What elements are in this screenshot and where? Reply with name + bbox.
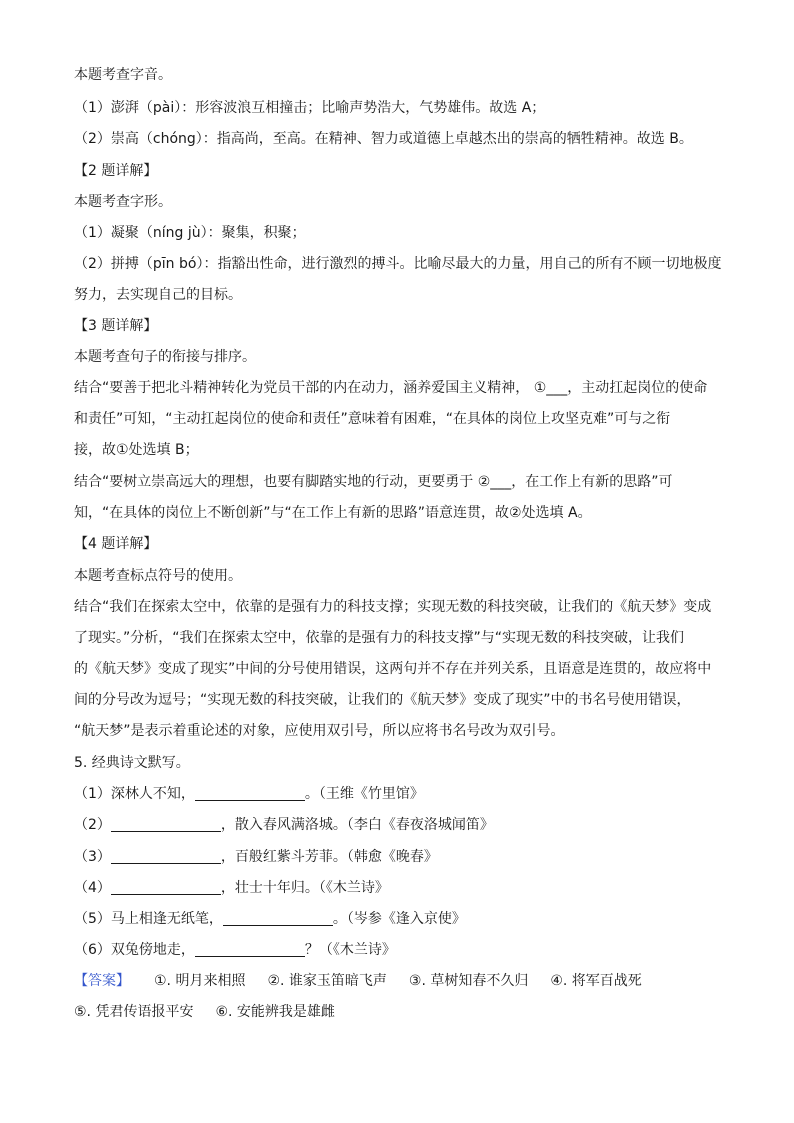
q5-item-post: 。（岑参《逢入京使》 (332, 911, 466, 927)
answer-blank (111, 879, 221, 895)
answer-tag: 【答案】 (74, 973, 130, 989)
section-heading: 【4 题详解】 (74, 536, 158, 552)
answer-item: ④. 将军百战死 (550, 973, 642, 989)
answer-item: ③. 草树知春不久归 (408, 973, 529, 989)
answer-blank (111, 848, 221, 864)
q5-item-post: ，散入春风满洛城。（李白《春夜洛城闻笛》 (220, 817, 494, 833)
question-title: 5. 经典诗文默写。 (74, 755, 190, 771)
text-line: 结合“要树立崇高远大的理想，也要有脚踏实地的行动，更要勇于 ②___，在工作上有新的思路”可 (74, 474, 673, 490)
q5-item-post: ？（《木兰诗》 (304, 942, 396, 958)
text-line: 和责任”可知，“主动扛起岗位的使命和责任”意味着有困难，“在具体的岗位上攻坚克难”可与之衔 (74, 411, 671, 427)
text-line: 本题考查标点符号的使用。 (74, 568, 242, 584)
q5-item-5 (74, 908, 722, 930)
q5-item-pre: （1）深林人不知， (74, 786, 195, 802)
text-line: 本题考查句子的衔接与排序。 (74, 349, 256, 365)
text-line: 间的分号改为逗号；“实现无数的科技突破，让我们的《航天梦》变成了现实”中的书名号使用错误， (74, 692, 691, 708)
text-line: 接，故①处选填 B； (74, 442, 199, 458)
text-line: 本题考查字音。 (74, 67, 172, 83)
text-line: （2）拼搏（pīn bó）：指豁出性命，进行激烈的搏斗。比喻尽最大的力量，用自己的所有不顾一切地极度 (74, 256, 722, 272)
text-line: 努力，去实现自己的目标。 (74, 287, 242, 303)
text-line: （2）崇高（chóng）：指高尚，至高。在精神、智力或道德上卓越杰出的崇高的牺牲精神。故选 B。 (74, 131, 693, 147)
q5-item-4 (74, 877, 722, 899)
text-line: 了现实。”分析，“我们在探索太空中，依靠的是强有力的科技支撑”与“实现无数的科技突破，让我们 (74, 630, 685, 646)
answer-blank (195, 785, 305, 801)
text-line: 本题考查字形。 (74, 194, 172, 210)
q5-item-2 (74, 814, 722, 836)
answer-item: ②. 谁家玉笛暗飞声 (267, 973, 387, 989)
text-line: “航天梦”是表示着重论述的对象，应使用双引号，所以应将书名号改为双引号。 (74, 723, 565, 739)
q5-item-6 (74, 939, 722, 961)
answer-blank (223, 910, 333, 926)
answer-line-1 (74, 970, 722, 992)
q5-item-pre: （5）马上相逢无纸笔， (74, 911, 223, 927)
section-heading: 【2 题详解】 (74, 163, 158, 179)
q5-item-3 (74, 846, 722, 868)
q5-item-pre: （2） (74, 817, 111, 833)
text-line: 知，“在具体的岗位上不断创新”与“在工作上有新的思路”语意连贯，故②处选填 A。 (74, 505, 592, 521)
q5-item-1 (74, 783, 722, 805)
q5-item-pre: （6）双兔傍地走， (74, 942, 195, 958)
text-line: 结合“要善于把北斗精神转化为党员干部的内在动力，涵养爱国主义精神， ①___，主动扛起岗位的使命 (74, 380, 708, 396)
q5-item-post: ，壮士十年归。（《木兰诗》 (220, 880, 389, 896)
text-line: 的《航天梦》变成了现实”中间的分号使用错误，这两句并不存在并列关系，且语意是连贯的，故应将中 (74, 661, 712, 677)
answer-blank (111, 816, 221, 832)
q5-item-post: ，百般红紫斗芳菲。（韩愈《晚春》 (220, 849, 438, 865)
q5-item-post: 。（王维《竹里馆》 (304, 786, 424, 802)
q5-item-pre: （4） (74, 880, 111, 896)
q5-item-pre: （3） (74, 849, 111, 865)
text-line: （1）澎湃（pài）：形容波浪互相撞击；比喻声势浩大，气势雄伟。故选 A； (74, 100, 546, 116)
answer-item: ⑥. 安能辨我是雄雌 (215, 1004, 335, 1020)
text-line: 结合“我们在探索太空中，依靠的是强有力的科技支撑；实现无数的科技突破，让我们的《航天梦》变成 (74, 599, 712, 615)
answer-line-2 (74, 1001, 722, 1023)
answer-item: ⑤. 凭君传语报平安 (74, 1004, 194, 1020)
text-line: （1）凝聚（níng jù）：聚集，积聚； (74, 225, 306, 241)
answer-blank (195, 941, 305, 957)
answer-item: ①. 明月来相照 (154, 973, 246, 989)
section-heading: 【3 题详解】 (74, 318, 158, 334)
